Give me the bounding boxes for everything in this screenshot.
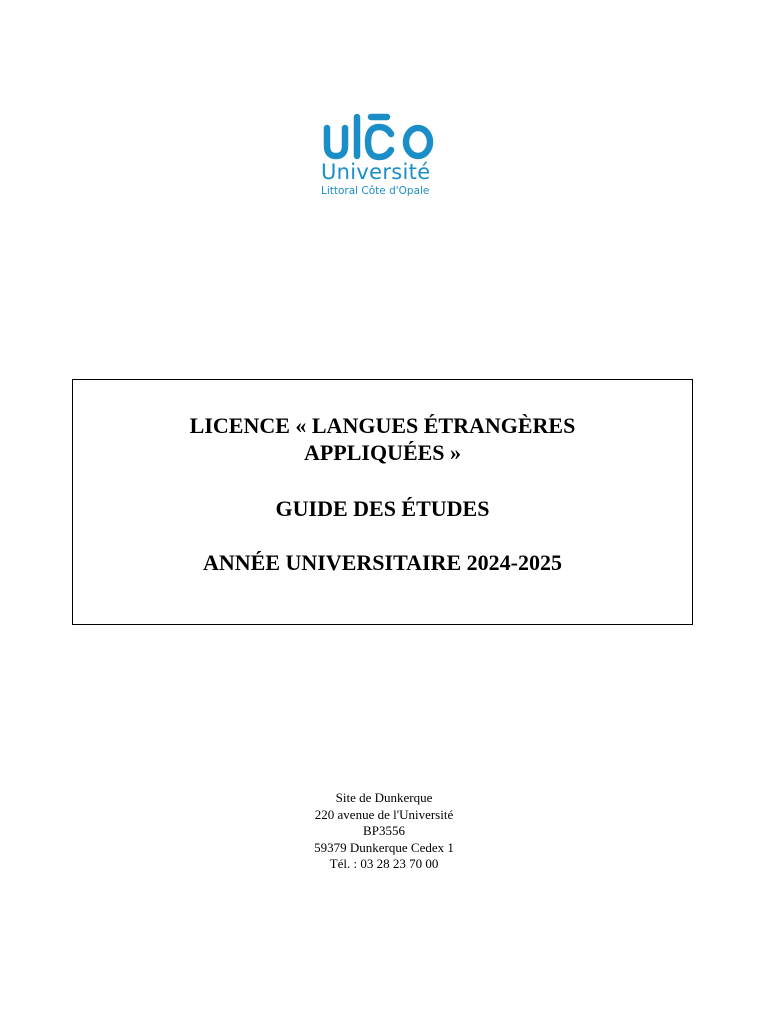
address-site: Site de Dunkerque xyxy=(335,790,433,805)
title-line-1: LICENCE « LANGUES ÉTRANGÈRES xyxy=(189,413,576,438)
address-street: 220 avenue de l'Université xyxy=(314,806,454,822)
title-line-2: APPLIQUÉES » xyxy=(303,440,462,465)
address-phone: Tél. : 03 28 23 70 00 xyxy=(329,856,439,871)
guide-title: GUIDE DES ÉTUDES xyxy=(275,496,490,521)
logo-university-name: Université xyxy=(321,160,431,184)
university-logo xyxy=(316,112,452,204)
ulco-logo-icon xyxy=(321,112,449,164)
address-po-box: BP3556 xyxy=(363,823,405,838)
academic-year: ANNÉE UNIVERSITAIRE 2024-2025 xyxy=(203,550,562,575)
logo-subtitle: Littoral Côte d'Opale xyxy=(321,185,430,197)
title-box xyxy=(72,379,693,625)
address-block xyxy=(234,790,534,873)
address-city: 59379 Dunkerque Cedex 1 xyxy=(314,839,454,855)
